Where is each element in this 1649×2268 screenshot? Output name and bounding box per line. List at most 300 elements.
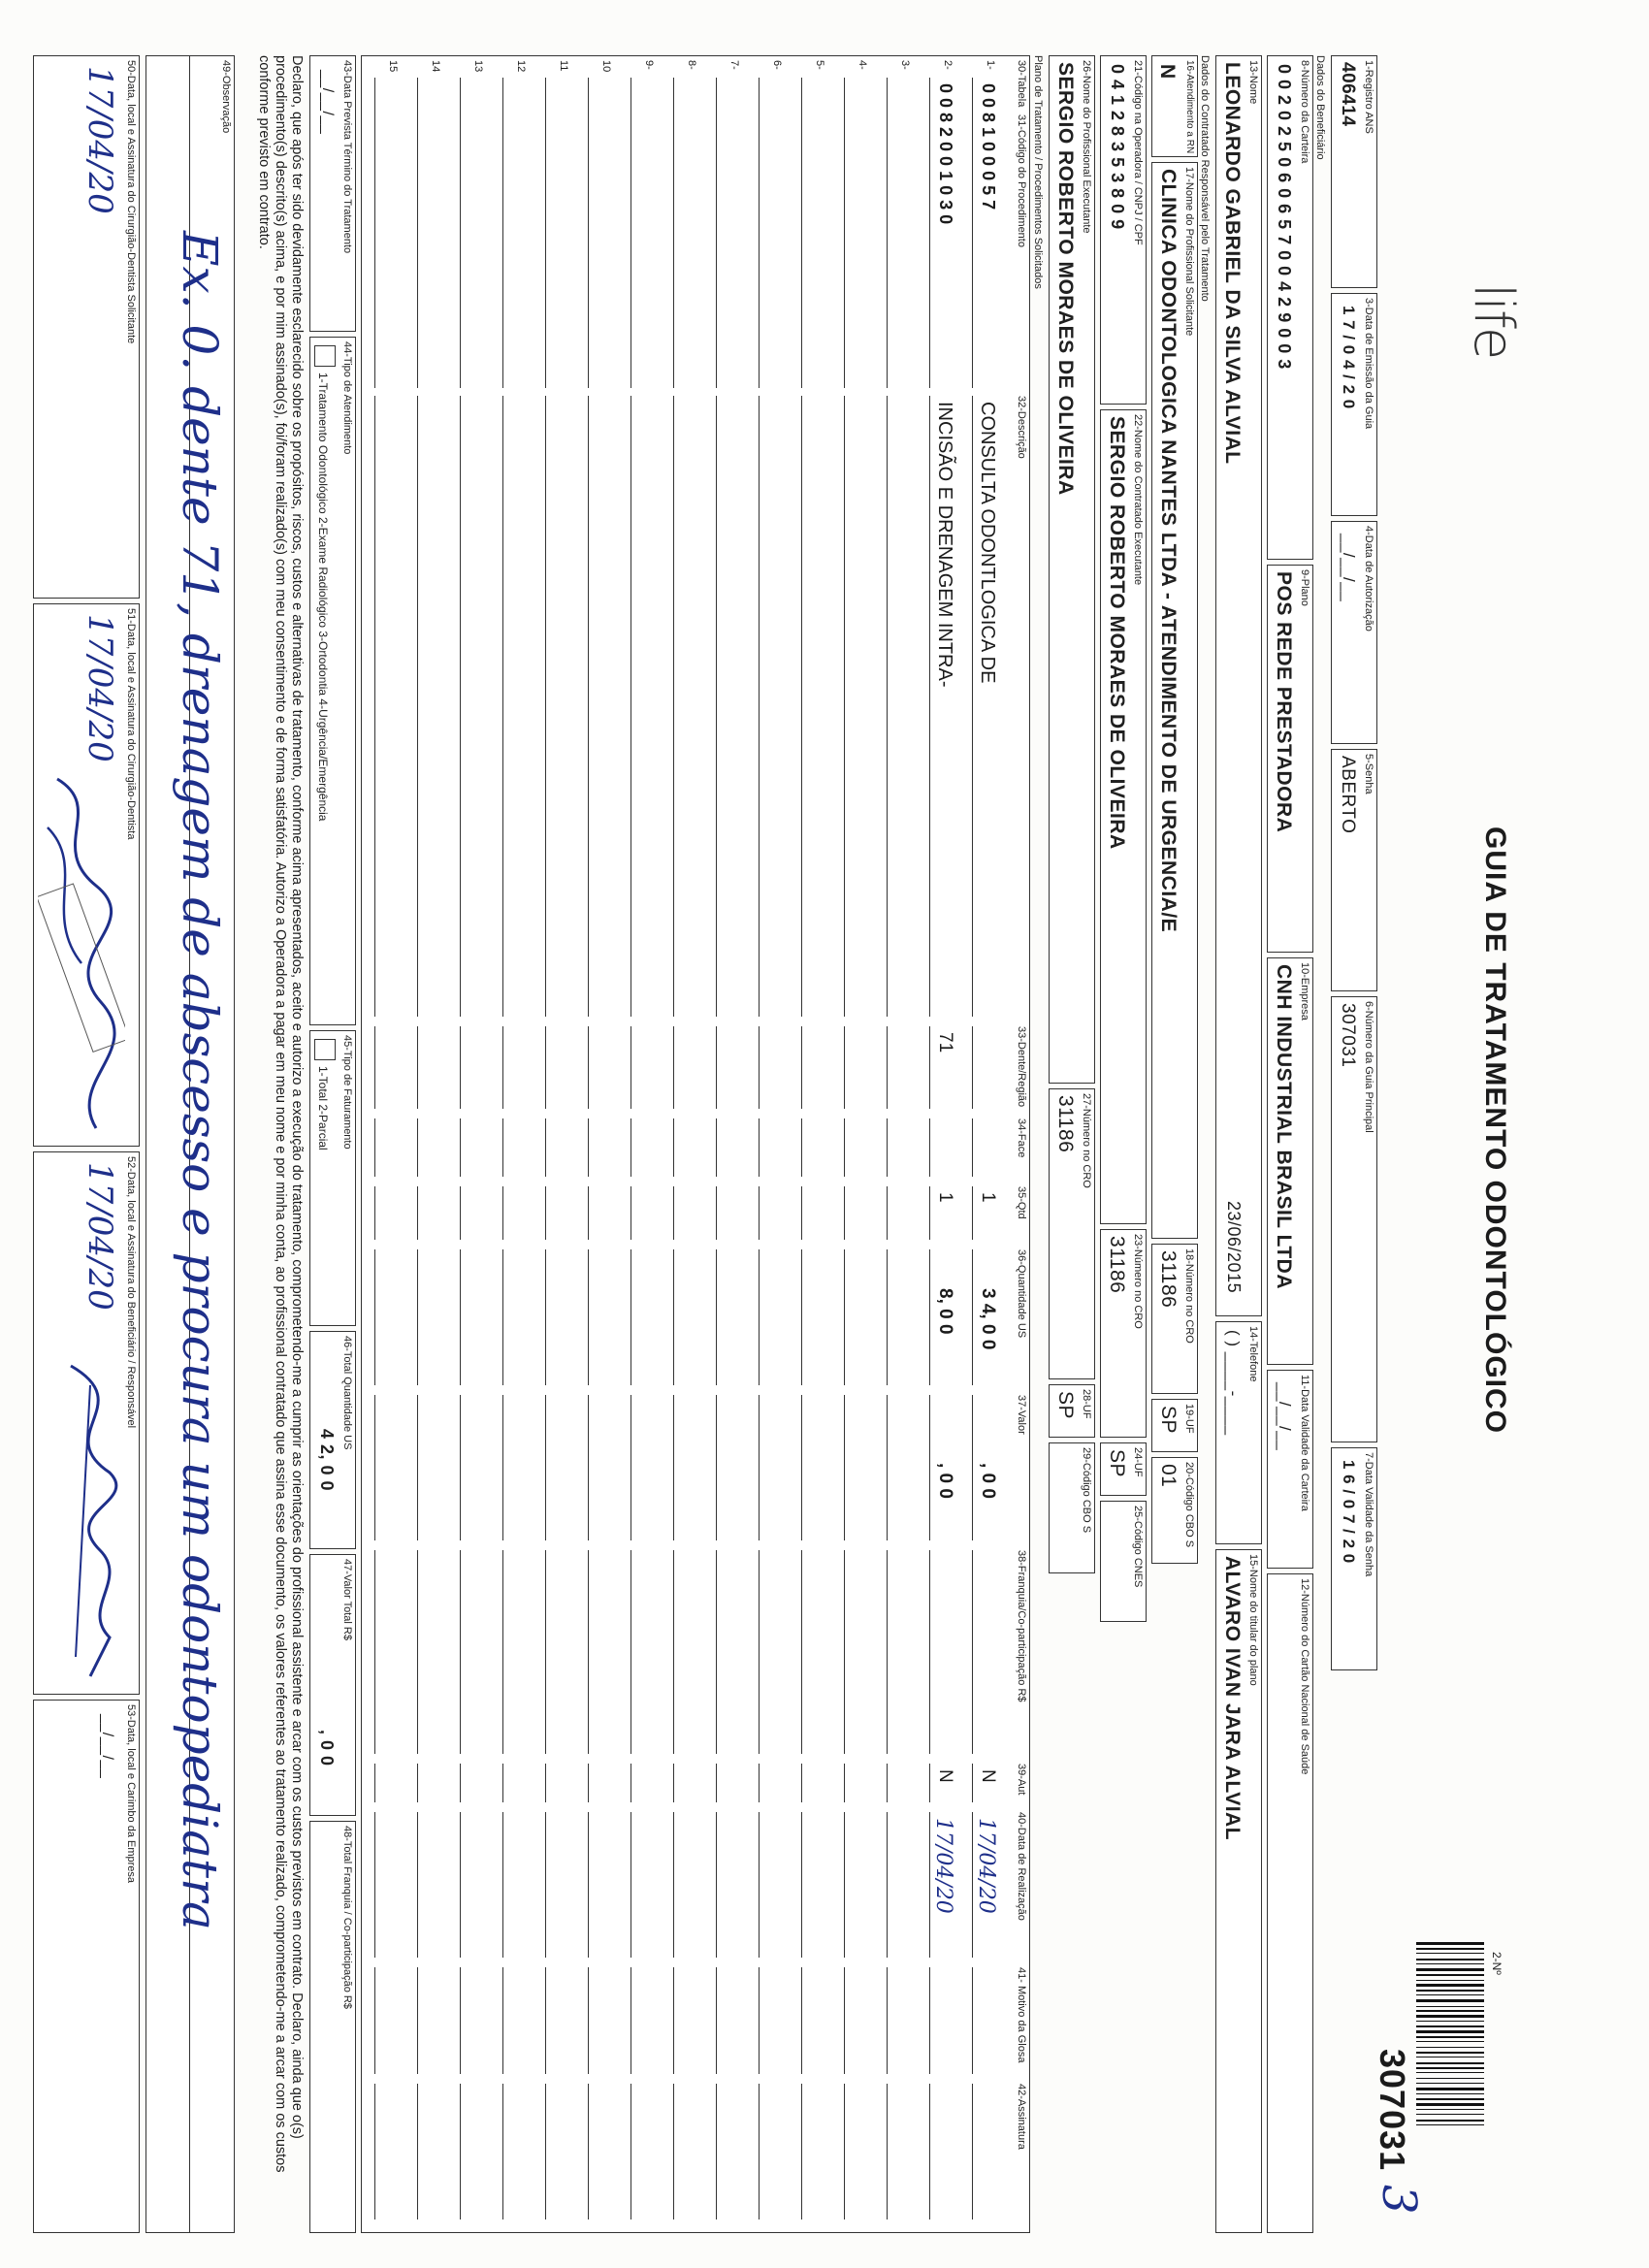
aut-cell xyxy=(630,1764,661,1802)
table-row xyxy=(882,56,924,2232)
column-header: 36-Quantidade US xyxy=(1016,1249,1027,1339)
column-header: 31-Código do Procedimento xyxy=(1016,114,1027,247)
face-cell xyxy=(588,1118,618,1177)
field-total-us: 46-Total Quantidade US 4 2, 0 0 xyxy=(309,1331,356,1549)
us-cell xyxy=(929,1249,959,1385)
titular-value: ALVARO IVAN JARA ALVIAL xyxy=(1221,1556,1244,1841)
descricao-cell xyxy=(417,396,447,1017)
us-cell xyxy=(887,1249,917,1385)
codigo-cell xyxy=(588,78,618,388)
franquia-cell xyxy=(545,1550,575,1754)
data-cell xyxy=(759,1812,789,1958)
dente-value: 71 xyxy=(935,1032,955,1053)
table-row xyxy=(924,56,967,2232)
glosa-cell xyxy=(630,1967,661,2074)
dente-cell xyxy=(502,1026,533,1109)
sig-empresa: 53-Data, local e Carimbo da Empresa __/__/__ xyxy=(33,1700,140,2233)
row-number: 2- xyxy=(942,60,954,70)
field-profissional-executante: 26-Nome do Profissional Executante SERGIO ROBERTO MORAES DE OLIVEIRA xyxy=(1049,55,1095,1084)
row-number: 1- xyxy=(985,60,996,70)
qtd-cell xyxy=(588,1186,618,1240)
assin-cell xyxy=(929,2084,959,2219)
column-header: 33-Dente/Região xyxy=(1016,1026,1027,1108)
face-cell xyxy=(929,1118,959,1177)
row-number: 4- xyxy=(857,60,868,70)
tipo-atendimento-checkbox[interactable] xyxy=(314,345,336,367)
qtd-cell xyxy=(460,1186,490,1240)
column-header: 39-Aut xyxy=(1016,1764,1027,1796)
valor-cell xyxy=(630,1395,661,1540)
codigo-cell xyxy=(673,78,703,388)
field-cbo-solicitante: 20-Código CBO S 01 xyxy=(1151,1457,1198,1564)
dente-cell xyxy=(545,1026,575,1109)
franquia-cell xyxy=(716,1550,746,1754)
assin-cell xyxy=(417,2084,447,2219)
data-cell xyxy=(673,1812,703,1958)
field-profissional-solicitante: 17-Nome do Profissional Solicitante CLINICA ODONTOLOGICA NANTES LTDA - ATENDIMENTO DE URGENCIA/E xyxy=(1151,162,1198,1239)
descricao-cell xyxy=(673,396,703,1017)
franquia-cell xyxy=(630,1550,661,1754)
dente-cell xyxy=(374,1026,404,1109)
field-atendimento-rn: 16-Atendimento a RN N xyxy=(1151,55,1198,157)
aut-cell xyxy=(588,1764,618,1802)
assin-cell xyxy=(759,2084,789,2219)
guia-principal-value: 307031 xyxy=(1338,1003,1358,1068)
qtd-cell xyxy=(887,1186,917,1240)
table-row xyxy=(540,56,583,2232)
dente-cell xyxy=(417,1026,447,1109)
face-cell xyxy=(417,1118,447,1177)
us-cell xyxy=(801,1249,831,1385)
us-cell xyxy=(759,1249,789,1385)
codigo-cell xyxy=(502,78,533,388)
franquia-cell xyxy=(502,1550,533,1754)
descricao-cell xyxy=(630,396,661,1017)
table-row xyxy=(583,56,626,2232)
aut-value: N xyxy=(935,1769,955,1783)
us-cell xyxy=(673,1249,703,1385)
valor-cell xyxy=(502,1395,533,1540)
codigo-cell xyxy=(929,78,959,388)
glosa-cell xyxy=(759,1967,789,2074)
valor-cell xyxy=(374,1395,404,1540)
descricao-cell xyxy=(801,396,831,1017)
field-empresa: 10-Empresa CNH INDUSTRIAL BRASIL LTDA xyxy=(1267,957,1313,1365)
qtd-cell xyxy=(716,1186,746,1240)
dente-cell xyxy=(929,1026,959,1109)
nascimento-value: 23/06/2015 xyxy=(1224,1201,1244,1294)
valor-cell xyxy=(759,1395,789,1540)
glosa-cell xyxy=(460,1967,490,2074)
qtd-value: 1 xyxy=(935,1192,955,1203)
aut-cell xyxy=(673,1764,703,1802)
row-number: 10 xyxy=(600,60,612,73)
plano-value: POS REDE PRESTADORA xyxy=(1273,571,1295,833)
qtd-cell xyxy=(545,1186,575,1240)
data-cell xyxy=(374,1812,404,1958)
franquia-cell xyxy=(844,1550,874,1754)
codigo-cell xyxy=(417,78,447,388)
declaration-text: Declaro, que após ter sido devidamente esclarecido sobre os propósitos, riscos, custos e alternativas de tratamento, conforme acima apresentados, aceito e autorizo a execução do tratamento, comprometendo-me a cumprir as orientações do profissional assistente e arcar com os custos previstos em contrato. Declaro, ainda que o(s) procedimento(s) descrito(s) acima, e por mim assinado(s), foi/foram realizado(s) com meu consentimento e de forma satisfatória. Autorizo a Operadora a pagar em meu nome e por minha conta, ao profissional contratado que assina esse documento, os valores referentes ao tratamento realizado, comprometendo-me a arcar com os custos conforme previsto em contrato. xyxy=(256,55,305,2173)
nome-value: LEONARDO GABRIEL DA SILVA ALVIAL xyxy=(1221,62,1244,465)
aut-cell xyxy=(887,1764,917,1802)
row-number: 13 xyxy=(472,60,484,73)
qtd-cell xyxy=(417,1186,447,1240)
franquia-cell xyxy=(374,1550,404,1754)
us-cell xyxy=(460,1249,490,1385)
qtd-cell xyxy=(844,1186,874,1240)
column-header: 34-Face xyxy=(1016,1118,1027,1158)
column-header: 40-Data de Realização xyxy=(1016,1812,1027,1921)
dente-cell xyxy=(887,1026,917,1109)
assin-cell xyxy=(972,2084,1002,2219)
serial-number: 307031 xyxy=(1373,2049,1412,2172)
face-cell xyxy=(887,1118,917,1177)
field-codigo-operadora: 21-Código na Operadora / CNPJ / CPF 0 4 1 2 8 3 5 3 8 0 9 xyxy=(1100,55,1147,405)
field-validade-senha: 7-Data Validade da Senha 1 6 / 0 7 / 2 0 xyxy=(1331,1447,1377,1670)
field-termino: 43-Data Prevista Término do Tratamento __/__/__ xyxy=(309,55,356,332)
codigo-cell xyxy=(374,78,404,388)
face-cell xyxy=(972,1118,1002,1177)
field-uf-executante: 28-UF SP xyxy=(1049,1384,1095,1438)
data-cell xyxy=(588,1812,618,1958)
sig-dentista: 51-Data, local e Assinatura do Cirurgião-Dentista 17/04/20 xyxy=(33,603,140,1147)
section-contratado: Dados do Contratado Responsável pelo Tratamento xyxy=(1199,55,1211,302)
row-number: 7- xyxy=(728,60,740,70)
validade-senha-value: 1 6 / 0 7 / 2 0 xyxy=(1340,1460,1358,1564)
franquia-cell xyxy=(801,1550,831,1754)
descricao-cell xyxy=(716,396,746,1017)
descricao-cell xyxy=(545,396,575,1017)
valor-cell xyxy=(417,1395,447,1540)
qtd-value: 1 xyxy=(978,1192,998,1203)
row-number: 15 xyxy=(387,60,399,73)
field-plano: 9-Plano POS REDE PRESTADORA xyxy=(1267,565,1313,953)
registro-ans-value: 406414 xyxy=(1338,62,1358,127)
valor-cell xyxy=(460,1395,490,1540)
codigo-cell xyxy=(716,78,746,388)
senha-value: ABERTO xyxy=(1338,756,1358,834)
field-uf-contratado: 24-UF SP xyxy=(1100,1442,1147,1496)
descricao-value: INCISÃO E DRENAGEM INTRA- xyxy=(934,402,955,688)
assin-cell xyxy=(545,2084,575,2219)
field-guia-principal: 6-Número da Guia Principal 307031 xyxy=(1331,996,1377,1442)
serial-prefix: 2-Nº xyxy=(1490,1952,1504,1975)
column-header: 42-Assinatura xyxy=(1016,2084,1027,2150)
valor-cell xyxy=(588,1395,618,1540)
data-cell xyxy=(887,1812,917,1958)
beneficiario-signature xyxy=(42,1346,148,1696)
face-cell xyxy=(716,1118,746,1177)
glosa-cell xyxy=(502,1967,533,2074)
field-cbo-executante: 29-Código CBO S xyxy=(1049,1442,1095,1573)
valor-cell xyxy=(716,1395,746,1540)
face-cell xyxy=(502,1118,533,1177)
row-number: 14 xyxy=(430,60,441,73)
data-emissao-value: 1 7 / 0 4 / 2 0 xyxy=(1340,306,1358,409)
aut-cell xyxy=(972,1764,1002,1802)
procedures-table xyxy=(361,55,1030,2233)
glosa-cell xyxy=(844,1967,874,2074)
assin-cell xyxy=(716,2084,746,2219)
field-data-autorizacao: 4-Data de Autorização __/__/__ xyxy=(1331,521,1377,744)
column-header: 38-Franquia/Co-participação R$ xyxy=(1016,1550,1027,1702)
qtd-cell xyxy=(801,1186,831,1240)
field-senha: 5-Senha ABERTO xyxy=(1331,749,1377,991)
column-header: 35-Qtd xyxy=(1016,1186,1027,1219)
row-number: 5- xyxy=(814,60,825,70)
us-cell xyxy=(844,1249,874,1385)
codigo-cell xyxy=(759,78,789,388)
valor-cell xyxy=(972,1395,1002,1540)
numero-carteira-value: 0 0 2 0 2 5 0 6 0 6 5 7 0 0 4 2 9 0 0 3 xyxy=(1275,64,1294,370)
aut-cell xyxy=(502,1764,533,1802)
us-cell xyxy=(716,1249,746,1385)
assin-cell xyxy=(374,2084,404,2219)
descricao-cell xyxy=(929,396,959,1017)
section-beneficiario: Dados do Beneficiário xyxy=(1314,55,1326,160)
assin-cell xyxy=(630,2084,661,2219)
codigo-cell xyxy=(887,78,917,388)
barcode-icon xyxy=(1416,1942,1484,2223)
codigo-cell xyxy=(972,78,1002,388)
face-cell xyxy=(801,1118,831,1177)
aut-cell xyxy=(929,1764,959,1802)
data-cell xyxy=(545,1812,575,1958)
glosa-cell xyxy=(588,1967,618,2074)
field-observacao: 49-Observação Ex. 0. dente 71, drenagem de abscesso e procura um odontopediatra xyxy=(146,55,235,2233)
dente-cell xyxy=(460,1026,490,1109)
assin-cell xyxy=(460,2084,490,2219)
descricao-cell xyxy=(374,396,404,1017)
us-cell xyxy=(502,1249,533,1385)
aut-cell xyxy=(759,1764,789,1802)
valor-cell xyxy=(673,1395,703,1540)
qtd-cell xyxy=(929,1186,959,1240)
assin-cell xyxy=(844,2084,874,2219)
qtd-cell xyxy=(374,1186,404,1240)
row-number: 3- xyxy=(899,60,911,70)
table-row xyxy=(370,56,412,2232)
empresa-value: CNH INDUSTRIAL BRASIL LTDA xyxy=(1273,964,1295,1289)
table-row xyxy=(754,56,796,2232)
descricao-cell xyxy=(759,396,789,1017)
table-row xyxy=(455,56,498,2232)
codigo-cell xyxy=(801,78,831,388)
field-uf-solicitante: 19-UF SP xyxy=(1151,1399,1198,1452)
field-cro-executante: 27-Número no CRO 31186 xyxy=(1049,1088,1095,1379)
aut-value: N xyxy=(978,1769,998,1783)
profissional-solicitante-value: CLINICA ODONTOLOGICA NANTES LTDA - ATENDIMENTO DE URGENCIA/E xyxy=(1157,169,1180,933)
assin-cell xyxy=(502,2084,533,2219)
section-procedimentos: Plano de Tratamento / Procedimentos Solicitados xyxy=(1032,55,1044,289)
page-mark: 3 xyxy=(1372,2185,1426,2215)
row-number: 12 xyxy=(515,60,527,73)
glosa-cell xyxy=(673,1967,703,2074)
us-cell xyxy=(374,1249,404,1385)
column-header: 30-Tabela xyxy=(1016,60,1027,108)
field-total-franquia: 48-Total Franquia / Co-participação R$ xyxy=(309,1821,356,2233)
assin-cell xyxy=(673,2084,703,2219)
dente-cell xyxy=(716,1026,746,1109)
form-sheet xyxy=(19,21,1533,2243)
life-logo: life xyxy=(1462,283,1525,359)
aut-cell xyxy=(460,1764,490,1802)
franquia-cell xyxy=(929,1550,959,1754)
franquia-cell xyxy=(759,1550,789,1754)
table-row xyxy=(967,56,1010,2232)
aut-cell xyxy=(374,1764,404,1802)
valor-cell xyxy=(887,1395,917,1540)
field-contratado-executante: 22-Nome do Contratado Executante SERGIO ROBERTO MORAES DE OLIVEIRA xyxy=(1100,409,1147,1224)
valor-cell xyxy=(844,1395,874,1540)
franquia-cell xyxy=(972,1550,1002,1754)
sig-solicitante: 50-Data, local e Assinatura do Cirurgião-Dentista Solicitante 17/04/20 xyxy=(33,55,140,599)
face-cell xyxy=(759,1118,789,1177)
descricao-cell xyxy=(887,396,917,1017)
table-row xyxy=(412,56,455,2232)
glosa-cell xyxy=(887,1967,917,2074)
tipo-faturamento-checkbox[interactable] xyxy=(314,1039,336,1060)
glosa-cell xyxy=(716,1967,746,2074)
codigo-value: 0 0 8 1 0 0 0 5 7 xyxy=(979,83,998,211)
descricao-cell xyxy=(502,396,533,1017)
franquia-cell xyxy=(887,1550,917,1754)
valor-cell xyxy=(929,1395,959,1540)
field-numero-carteira: 8-Número da Carteira 0 0 2 0 2 5 0 6 0 6 5 7 0 0 4 2 9 0 0 3 xyxy=(1267,55,1313,560)
glosa-cell xyxy=(972,1967,1002,2074)
codigo-cell xyxy=(545,78,575,388)
face-cell xyxy=(545,1118,575,1177)
field-tipo-faturamento: 45-Tipo de Faturamento 1-Total 2-Parcial xyxy=(309,1030,356,1326)
glosa-cell xyxy=(374,1967,404,2074)
descricao-cell xyxy=(460,396,490,1017)
data-cell xyxy=(929,1812,959,1958)
glosa-cell xyxy=(801,1967,831,2074)
aut-cell xyxy=(545,1764,575,1802)
aut-cell xyxy=(801,1764,831,1802)
row-number: 6- xyxy=(771,60,783,70)
codigo-cell xyxy=(630,78,661,388)
field-cro-contratado: 23-Número no CRO 31186 xyxy=(1100,1229,1147,1438)
data-value: 17/04/20 xyxy=(931,1818,955,1914)
dente-cell xyxy=(844,1026,874,1109)
qtd-cell xyxy=(630,1186,661,1240)
data-cell xyxy=(502,1812,533,1958)
field-tipo-atendimento: 44-Tipo de Atendimento 1-Tratamento Odontológico 2-Exame Radiológico 3-Ortodontia 4-Urgência/Emergência xyxy=(309,337,356,1025)
data-cell xyxy=(716,1812,746,1958)
dente-cell xyxy=(759,1026,789,1109)
glosa-cell xyxy=(929,1967,959,2074)
field-data-emissao: 3-Data de Emissão da Guia 1 7 / 0 4 / 2 0 xyxy=(1331,293,1377,516)
table-row xyxy=(498,56,540,2232)
franquia-cell xyxy=(417,1550,447,1754)
assin-cell xyxy=(887,2084,917,2219)
table-row xyxy=(796,56,839,2232)
us-value: 3 4, 0 0 xyxy=(978,1288,998,1350)
data-cell xyxy=(417,1812,447,1958)
glosa-cell xyxy=(545,1967,575,2074)
dente-cell xyxy=(972,1026,1002,1109)
us-value: 8, 0 0 xyxy=(935,1288,955,1335)
assin-cell xyxy=(588,2084,618,2219)
field-nome: 13-Nome LEONARDO GABRIEL DA SILVA ALVIAL 23/06/2015 xyxy=(1215,55,1262,1316)
field-telefone: 14-Telefone ( ) ____-____ xyxy=(1215,1321,1262,1544)
qtd-cell xyxy=(673,1186,703,1240)
field-cro-solicitante: 18-Número no CRO 31186 xyxy=(1151,1244,1198,1394)
valor-cell xyxy=(545,1395,575,1540)
us-cell xyxy=(545,1249,575,1385)
aut-cell xyxy=(716,1764,746,1802)
column-header: 37-Valor xyxy=(1016,1395,1027,1435)
data-cell xyxy=(844,1812,874,1958)
field-cnes: 25-Código CNES xyxy=(1100,1501,1147,1622)
descricao-cell xyxy=(588,396,618,1017)
face-cell xyxy=(673,1118,703,1177)
valor-cell xyxy=(801,1395,831,1540)
franquia-cell xyxy=(460,1550,490,1754)
qtd-cell xyxy=(502,1186,533,1240)
face-cell xyxy=(374,1118,404,1177)
valor-value: , 0 0 xyxy=(978,1463,998,1499)
qtd-cell xyxy=(759,1186,789,1240)
franquia-cell xyxy=(588,1550,618,1754)
field-registro-ans: 1-Registro ANS 406414 xyxy=(1331,55,1377,288)
aut-cell xyxy=(417,1764,447,1802)
dente-cell xyxy=(630,1026,661,1109)
row-number: 9- xyxy=(643,60,655,70)
franquia-cell xyxy=(673,1550,703,1754)
field-validade-carteira: 11-Data Validade da Carteira __/__/__ xyxy=(1267,1370,1313,1569)
aut-cell xyxy=(844,1764,874,1802)
us-cell xyxy=(630,1249,661,1385)
table-row xyxy=(626,56,668,2232)
face-cell xyxy=(630,1118,661,1177)
data-cell xyxy=(972,1812,1002,1958)
row-number: 11 xyxy=(558,60,569,72)
table-row xyxy=(839,56,882,2232)
assin-cell xyxy=(801,2084,831,2219)
column-header: 32-Descrição xyxy=(1016,396,1027,459)
data-cell xyxy=(460,1812,490,1958)
descricao-value: CONSULTA ODONTLOGICA DE xyxy=(977,402,998,684)
data-value: 17/04/20 xyxy=(974,1818,998,1914)
row-number: 8- xyxy=(686,60,697,70)
dente-cell xyxy=(588,1026,618,1109)
field-titular: 15-Nome do titular do plano ALVARO IVAN JARA ALVIAL xyxy=(1215,1549,1262,2233)
codigo-cell xyxy=(460,78,490,388)
us-cell xyxy=(972,1249,1002,1385)
sig-beneficiario: 52-Data, local e Assinatura do Beneficiário / Responsável 17/04/20 xyxy=(33,1151,140,1695)
field-cartao-nacional: 12-Número do Cartão Nacional de Saúde xyxy=(1267,1573,1313,2233)
descricao-cell xyxy=(844,396,874,1017)
dente-cell xyxy=(673,1026,703,1109)
table-row xyxy=(711,56,754,2232)
field-valor-total: 47-Valor Total R$ , 0 0 xyxy=(309,1554,356,1816)
valor-value: , 0 0 xyxy=(935,1463,955,1499)
form-title: GUIA DE TRATAMENTO ODONTOLÓGICO xyxy=(1479,826,1511,1434)
dentist-signature-stamp xyxy=(38,769,125,1138)
table-row xyxy=(668,56,711,2232)
data-cell xyxy=(801,1812,831,1958)
glosa-cell xyxy=(417,1967,447,2074)
observacao-handwriting: Ex. 0. dente 71, drenagem de abscesso e procura um odontopediatra xyxy=(172,231,228,1930)
us-cell xyxy=(588,1249,618,1385)
column-header: 41- Motivo da Glosa xyxy=(1016,1967,1027,2063)
face-cell xyxy=(844,1118,874,1177)
us-cell xyxy=(417,1249,447,1385)
codigo-value: 0 0 8 2 0 0 1 0 3 0 xyxy=(936,83,955,225)
